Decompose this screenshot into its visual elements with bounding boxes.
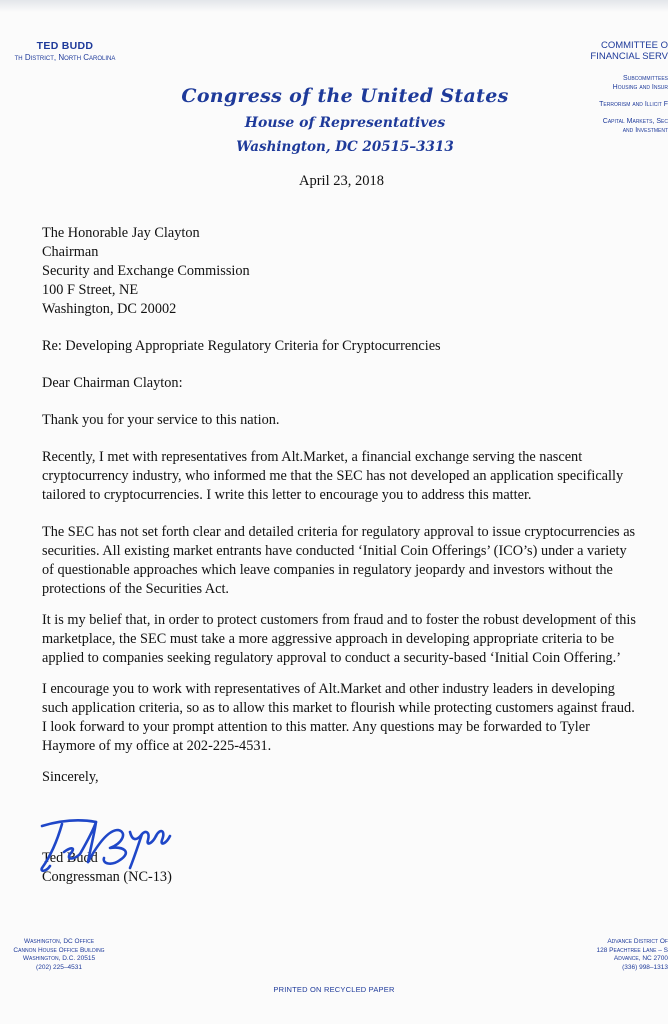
committee-block bbox=[560, 40, 668, 135]
paragraph: Thank you for your service to this nation. bbox=[42, 412, 280, 428]
paragraph: It is my belief that, in order to protect customers from fraud and to foster the robust development of this marketplace, the SEC must take a more aggressive approach in developing appropriate criteria to be applied to companies seeking regulatory approval to conduct a security-based ‘Initial Coin Offering.’ bbox=[42, 612, 636, 666]
subcommittee-capital-markets-2: and Investment bbox=[622, 127, 668, 134]
dc-office-city: Washington, D.C. 20515 bbox=[22, 955, 96, 962]
dc-office-footer bbox=[0, 938, 118, 972]
district-office-title: Advance District Of bbox=[607, 938, 668, 945]
district-office-city: Advance, NC 2700 bbox=[613, 955, 668, 962]
signer-name: Ted Budd bbox=[42, 850, 98, 866]
dc-office-phone: (202) 225–4531 bbox=[36, 963, 82, 971]
recycled-paper-note: PRINTED ON RECYCLED PAPER bbox=[273, 985, 395, 994]
subcommittee-capital-markets: Capital Markets, Sec bbox=[602, 118, 668, 125]
dc-office-title: Washington, DC Office bbox=[23, 938, 95, 945]
district-office-street: 128 Peachtree Lane – S bbox=[596, 946, 668, 954]
committee-line-1: COMMITTEE O bbox=[600, 40, 668, 51]
subcommittee-terrorism: Terrorism and Illicit F bbox=[599, 101, 668, 108]
salutation: Dear Chairman Clayton: bbox=[42, 375, 183, 391]
recipient-line: 100 F Street, NE bbox=[42, 282, 139, 298]
recipient-line: The Honorable Jay Clayton bbox=[42, 225, 200, 241]
committee-line-2: FINANCIAL SERV bbox=[590, 51, 668, 62]
subcommittee-housing: Housing and Insur bbox=[612, 84, 668, 91]
signer-title: Congressman (NC-13) bbox=[42, 869, 172, 885]
district-office-phone: (336) 998–1313 bbox=[622, 963, 668, 971]
letterhead-house: House of Representatives bbox=[244, 115, 446, 131]
paragraph: I encourage you to work with representatives of Alt.Market and other industry leaders in developing such application criteria, so as to allow this market to flourish while protecting customers against fraud. I look forward to your prompt attention to this matter. Any questions may be forwarded to Tyler Haymore of my office at 202-225-4531. bbox=[42, 681, 635, 754]
letter-body bbox=[42, 224, 642, 887]
closing: Sincerely, bbox=[42, 769, 99, 785]
dc-office-building: Cannon House Office Building bbox=[13, 946, 105, 954]
paragraph: The SEC has not set forth clear and detailed criteria for regulatory approval to issue cryptocurrencies as securities. All existing market entrants have conducted ‘Initial Coin Offerings’ (ICO’s) under a variety of questionable approaches which leave companies in regulatory jeopardy and investors without the protections of the Securities Act. bbox=[42, 524, 636, 597]
member-block bbox=[0, 40, 130, 64]
signature-image bbox=[38, 818, 174, 874]
district-office-footer bbox=[560, 938, 668, 972]
letter-date: April 23, 2018 bbox=[299, 173, 384, 189]
recipient-address bbox=[42, 224, 642, 319]
recipient-line: Washington, DC 20002 bbox=[42, 301, 177, 317]
recipient-line: Security and Exchange Commission bbox=[42, 263, 250, 279]
letterhead-congress: Congress of the United States bbox=[181, 85, 509, 107]
subcommittees-label: Subcommittees bbox=[623, 75, 668, 82]
paragraph: Recently, I met with representatives from Alt.Market, a financial exchange serving the nascent cryptocurrency industry, who informed me that the SEC has not developed an application specifically tailored to cryptocurrencies. I write this letter to encourage you to address this matter. bbox=[42, 449, 624, 503]
letterhead-address: Washington, DC 20515–3313 bbox=[236, 139, 454, 155]
recipient-line: Chairman bbox=[42, 244, 99, 260]
member-name: TED BUDD bbox=[36, 40, 94, 52]
handwritten-signature bbox=[38, 818, 174, 874]
subject-line: Re: Developing Appropriate Regulatory Criteria for Cryptocurrencies bbox=[42, 338, 441, 354]
member-district: th District, North Carolina bbox=[14, 53, 116, 62]
